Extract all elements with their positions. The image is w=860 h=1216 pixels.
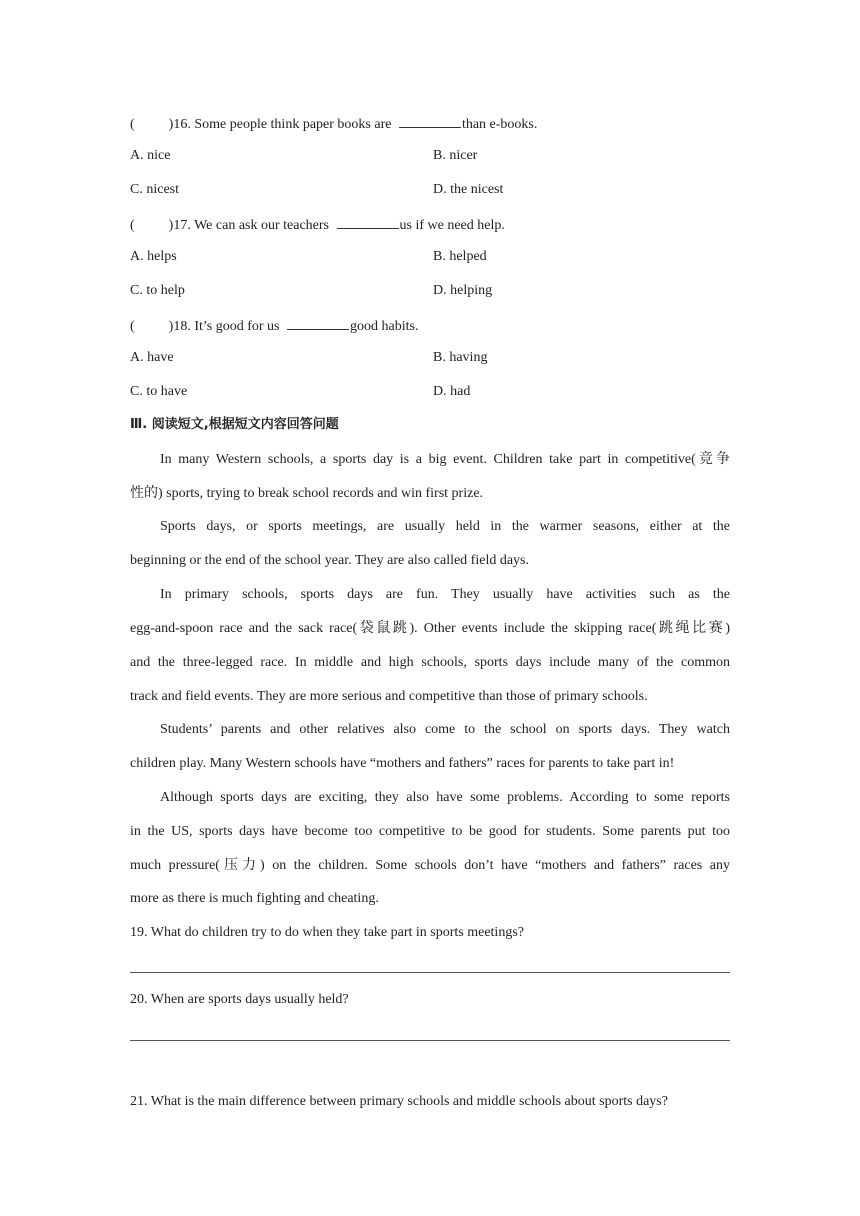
answer-paren-open: ( [130,117,135,132]
option-17-a: A. helps [130,249,177,264]
question-16-stem: )16. Some people think paper books are [168,117,395,132]
option-16-c: C. nicest [130,182,179,197]
passage-p5-line3: much pressure(压力) on the children. Some schools don’t have “mothers and fathers” races any [130,858,730,873]
passage-p3-line2: egg-and-spoon race and the sack race(袋鼠跳). Other events include the skipping race(跳绳比赛) [130,621,730,636]
question-18-stem-end: good habits. [350,319,419,334]
passage-p2-line1: Sports days, or sports meetings, are usually held in the warmer seasons, either at the [160,519,730,534]
passage-p2-line2: beginning or the end of the school year. They are also called field days. [130,553,529,568]
option-16-b: B. nicer [433,148,478,163]
question-16-stem-end: than e-books. [461,117,538,132]
passage-p4-line2: children play. Many Western schools have “mothers and fathers” races for parents to take part in! [130,756,675,771]
option-16-d: D. the nicest [433,182,504,197]
passage-p1-line2: 性的) sports, trying to break school records and win first prize. [130,486,484,501]
fill-blank [337,214,399,229]
fill-blank [399,113,461,128]
passage-p1-line1: In many Western schools, a sports day is a big event. Children take part in competitive(竞争 [160,452,730,467]
passage-p3-line3: and the three-legged race. In middle and high schools, sports days include many of the common [130,655,730,670]
option-18-d: D. had [433,384,471,399]
question-17 [130,214,505,235]
question-16 [130,113,537,134]
option-17-c: C. to help [130,283,185,298]
fill-blank [287,315,349,330]
option-18-a: A. have [130,350,174,365]
option-18-c: C. to have [130,384,188,399]
passage-p5-line2: in the US, sports days have become too competitive to be good for students. Some parents put too [130,824,730,839]
passage-p5-line4: more as there is much fighting and cheating. [130,891,379,906]
question-20: 20. When are sports days usually held? [130,992,349,1007]
passage-p3-line1: In primary schools, sports days are fun. They usually have activities such as the [160,587,730,602]
passage-p4-line1: Students’ parents and other relatives also come to the school on sports days. They watch [160,722,730,737]
question-17-stem-end: us if we need help. [399,218,505,233]
passage-p5-line1: Although sports days are exciting, they also have some problems. According to some reports [160,790,730,805]
answer-paren-open: ( [130,218,135,233]
answer-paren-open: ( [130,319,135,334]
option-16-a: A. nice [130,148,171,163]
question-19: 19. What do children try to do when they take part in sports meetings? [130,925,524,940]
option-18-b: B. having [433,350,488,365]
option-17-b: B. helped [433,249,487,264]
answer-line-20[interactable] [130,1040,730,1041]
passage-p3-line4: track and field events. They are more serious and competitive than those of primary schools. [130,689,648,704]
option-17-d: D. helping [433,283,493,298]
question-21: 21. What is the main difference between primary schools and middle schools about sports days? [130,1094,668,1109]
question-18 [130,315,418,336]
answer-line-19[interactable] [130,972,730,973]
section-3-title: Ⅲ. 阅读短文,根据短文内容回答问题 [130,417,339,432]
question-17-stem: )17. We can ask our teachers [168,218,333,233]
question-18-stem: )18. It’s good for us [168,319,283,334]
